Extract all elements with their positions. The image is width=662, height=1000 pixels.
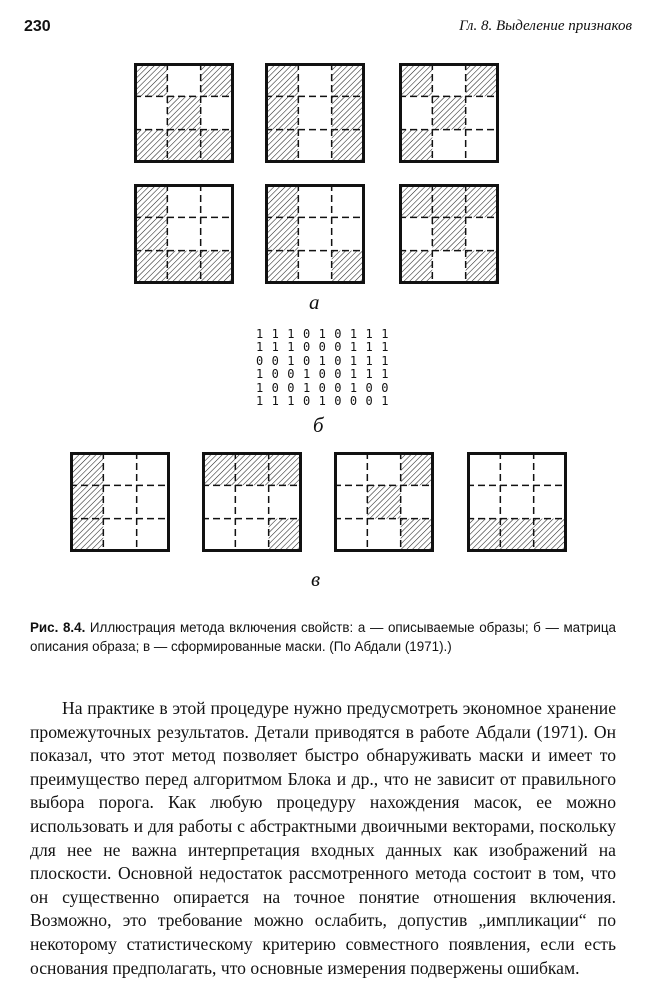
hatched-cell <box>265 184 298 217</box>
hatched-cell <box>500 519 533 552</box>
hatched-cell <box>401 452 434 485</box>
hatched-cell <box>332 251 365 284</box>
hatched-cell <box>134 251 167 284</box>
matrix-row: 1 1 1 0 1 0 1 1 1 <box>256 327 390 341</box>
page-number: 230 <box>24 18 51 35</box>
hatched-cell <box>167 96 200 129</box>
hatched-cell <box>134 130 167 163</box>
hatched-cell <box>332 63 365 96</box>
hatched-cell <box>401 519 434 552</box>
matrix-row: 0 0 1 0 1 0 1 1 1 <box>256 353 390 368</box>
figure-caption <box>30 618 616 656</box>
pattern-grid <box>265 63 365 163</box>
hatched-cell <box>167 130 200 163</box>
matrix-row: 1 0 0 1 0 0 1 1 1 <box>256 367 390 382</box>
hatched-cell <box>466 63 499 96</box>
hatched-cell <box>70 519 103 552</box>
hatched-cell <box>201 251 234 284</box>
pattern-grid <box>134 63 234 163</box>
description-matrix <box>256 327 390 409</box>
matrix-row: 1 0 0 1 0 0 1 0 0 <box>256 380 390 395</box>
hatched-cell <box>399 251 432 284</box>
hatched-cell <box>269 519 302 552</box>
hatched-cell <box>367 485 400 518</box>
mask-grid <box>202 452 302 552</box>
panel-a-label: а <box>309 290 320 314</box>
panel-c-label: в <box>311 567 321 591</box>
hatched-cell <box>70 485 103 518</box>
hatched-cell <box>265 217 298 250</box>
panel-b-label: б <box>313 413 324 437</box>
pattern-grid <box>399 63 499 163</box>
page-header <box>24 18 632 42</box>
hatched-cell <box>332 96 365 129</box>
hatched-cell <box>399 184 432 217</box>
caption-label: Рис. 8.4. <box>30 620 86 635</box>
hatched-cell <box>265 251 298 284</box>
hatched-cell <box>432 217 465 250</box>
hatched-cell <box>134 217 167 250</box>
running-head: Гл. 8. Выделение признаков <box>459 18 632 34</box>
hatched-cell <box>201 63 234 96</box>
hatched-cell <box>265 130 298 163</box>
pattern-grid <box>134 184 234 284</box>
hatched-cell <box>70 452 103 485</box>
hatched-cell <box>202 452 235 485</box>
hatched-cell <box>432 184 465 217</box>
mask-grid <box>334 452 434 552</box>
pattern-grid <box>265 184 365 284</box>
hatched-cell <box>466 184 499 217</box>
hatched-cell <box>432 96 465 129</box>
body-paragraph: На практике в этой процедуре нужно предусмотреть экономное хранение промежуточных результатов. Детали приводятся в работе Абдали (1971). Он показал, что этот метод позволяет быстро обнаруживать маски и имеет то преимущество перед алгоритмом Блока и др., что не зависит от правильного выбора порога. Как любую процедуру нахождения масок, ее можно использовать и для работы с абстрактными двоичными векторами, поскольку для нее не важна интерпретация входных данных как изображений на плоскости. Основной недостаток рассмотренного метода состоит в том, что он существенно опирается на точное понятие отношения включения. Возможно, это требование можно ослабить, допустив „импликации“ по некоторому статистическому критерию совместного появления, если есть основания предполагать, что основные измерения подвержены ошибкам. <box>30 698 616 978</box>
hatched-cell <box>265 96 298 129</box>
pattern-grid <box>399 184 499 284</box>
hatched-cell <box>269 452 302 485</box>
hatched-cell <box>467 519 500 552</box>
hatched-cell <box>332 130 365 163</box>
matrix-row: 1 1 1 0 1 0 0 0 1 <box>256 394 390 409</box>
caption-text: Иллюстрация метода включения свойств: а — описываемые образы; б — матрица описания образа; в — сформированные маски. (По Абдали (1971).) <box>30 620 617 654</box>
hatched-cell <box>134 184 167 217</box>
hatched-cell <box>134 63 167 96</box>
hatched-cell <box>534 519 567 552</box>
matrix-row: 1 1 1 0 0 0 1 1 1 <box>256 340 390 355</box>
mask-grid <box>467 452 567 552</box>
hatched-cell <box>265 63 298 96</box>
mask-grid <box>70 452 170 552</box>
hatched-cell <box>399 63 432 96</box>
hatched-cell <box>201 130 234 163</box>
hatched-cell <box>235 452 268 485</box>
hatched-cell <box>466 251 499 284</box>
hatched-cell <box>167 251 200 284</box>
hatched-cell <box>399 130 432 163</box>
